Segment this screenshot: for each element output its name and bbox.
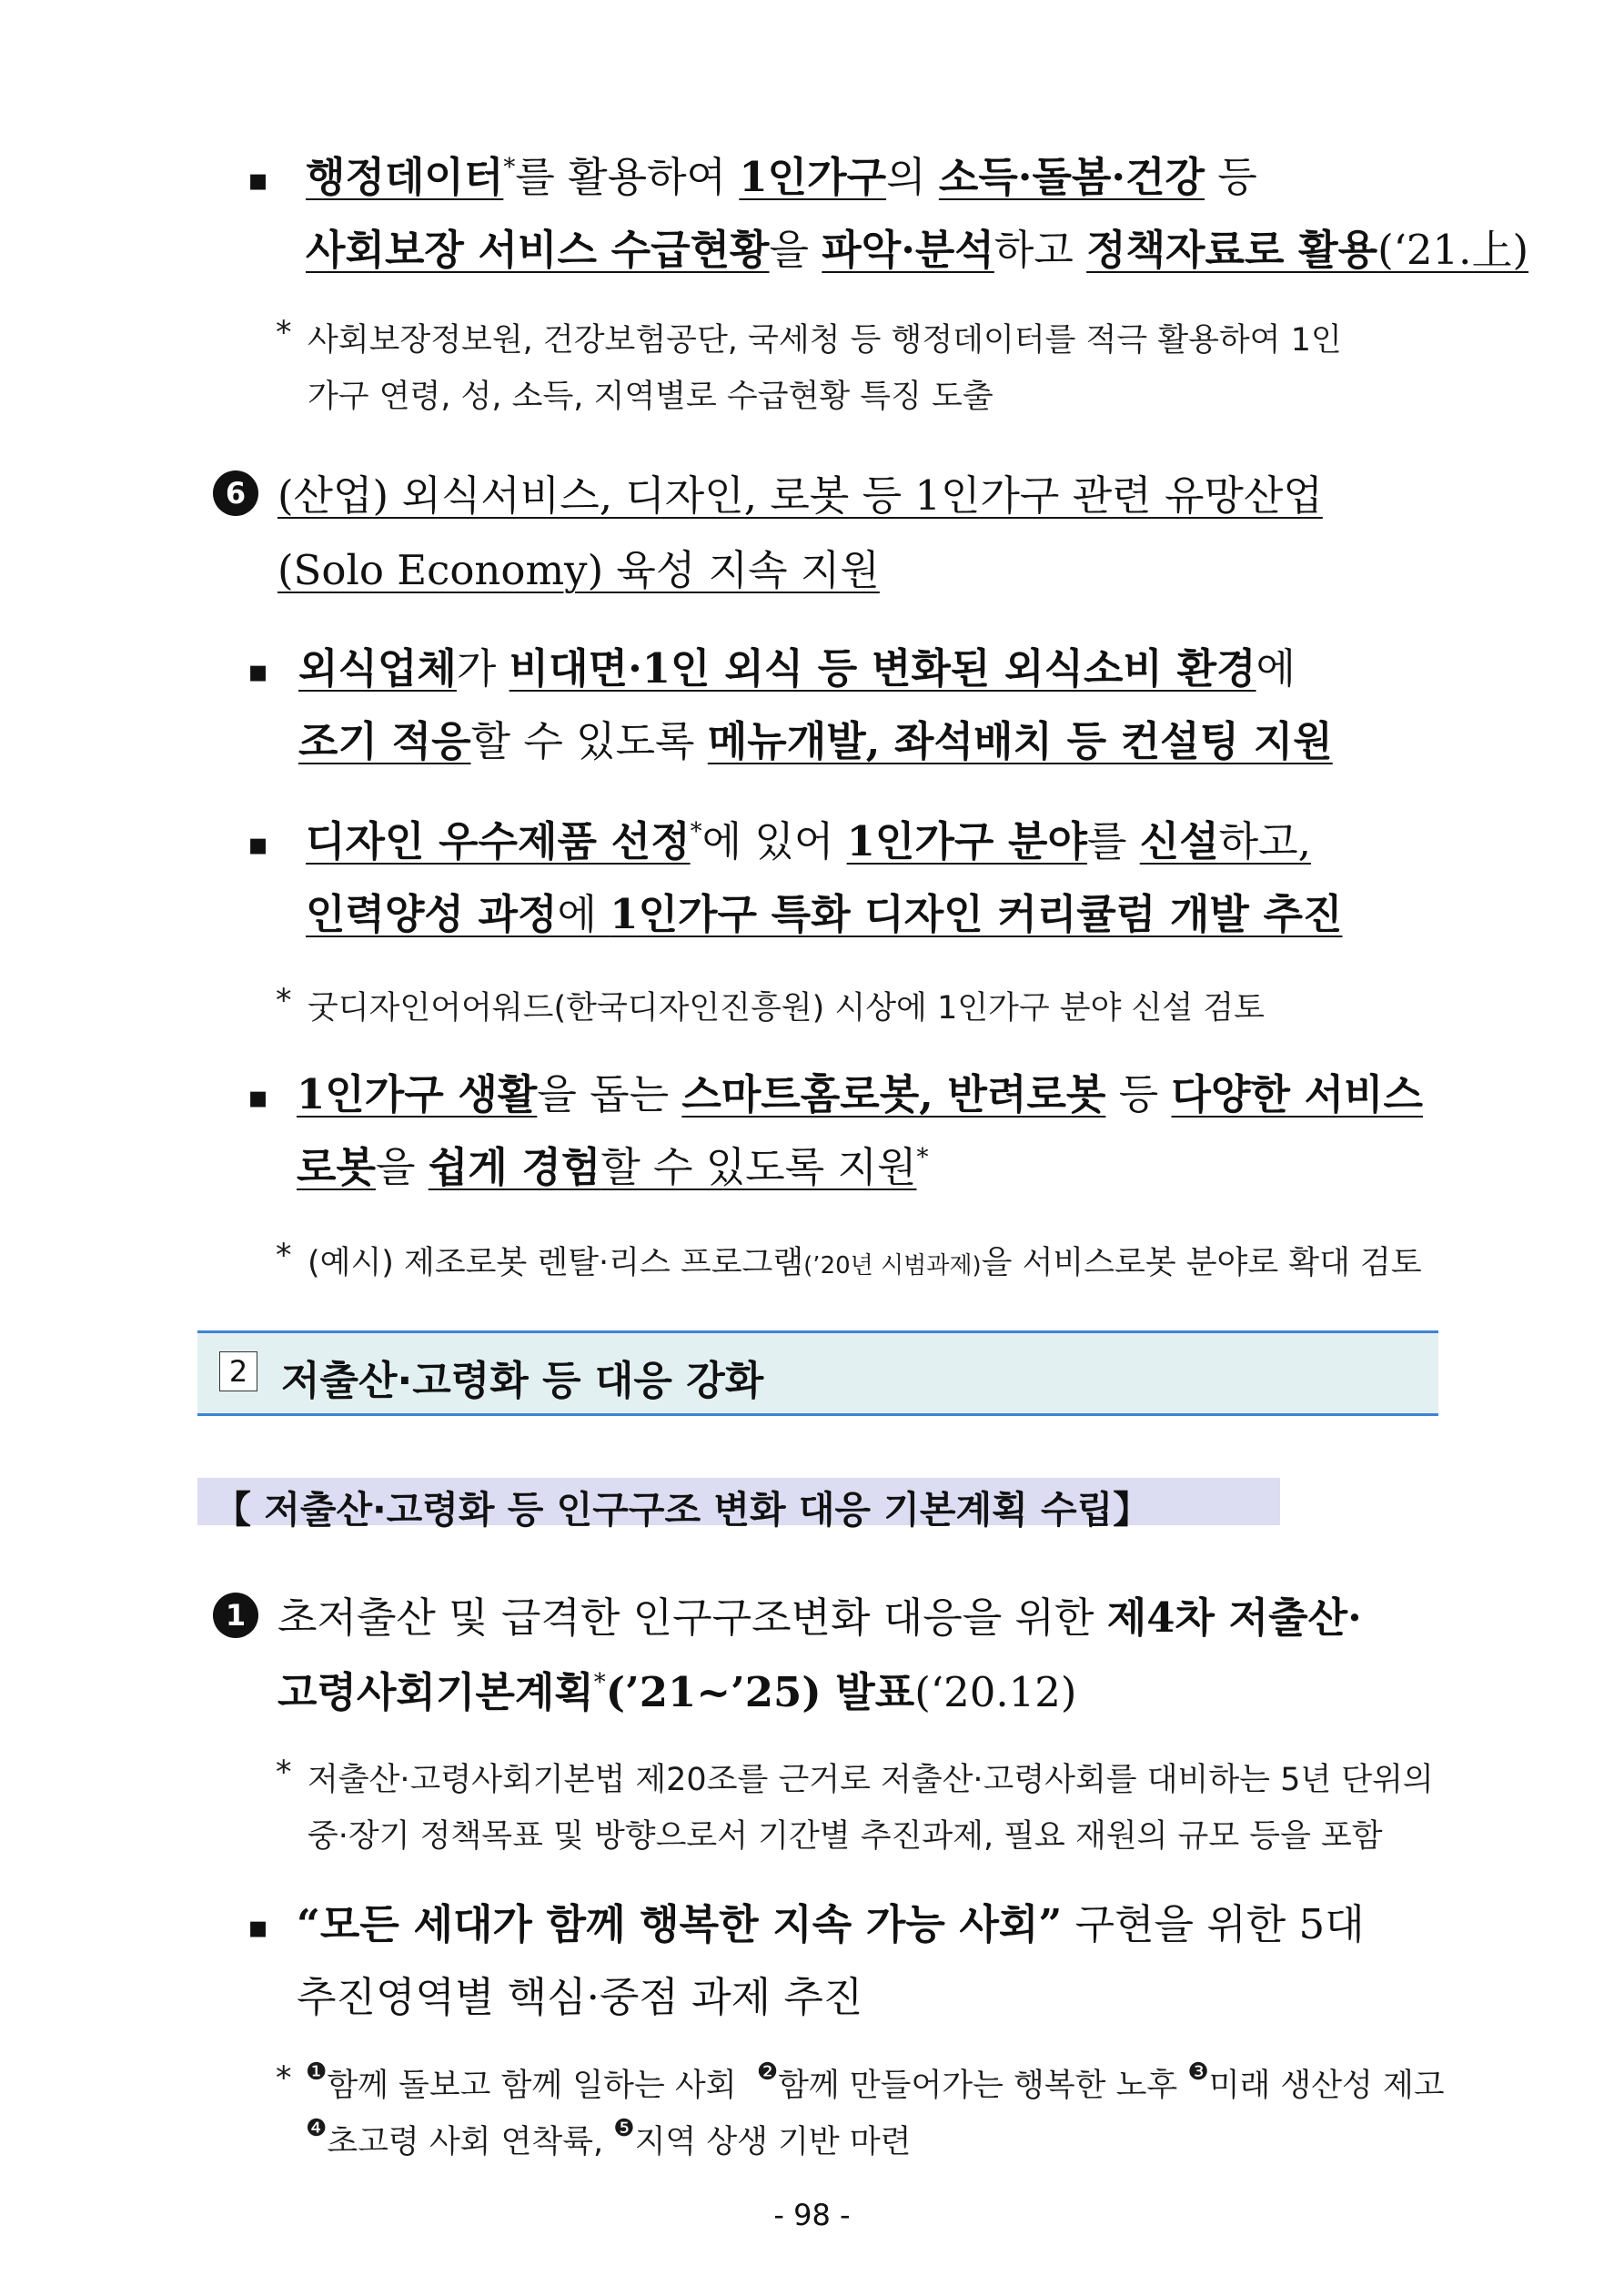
bullet-marker: ▪ (247, 162, 269, 198)
subheading-bar (197, 1478, 1280, 1532)
section-1-line-2: 고령사회기본계획*(’21~’25) 발표(‘20.12) (277, 1668, 1077, 1716)
section-6-title-line-1: (산업) 외식서비스, 디자인, 로봇 등 1인가구 관련 유망산업 (277, 471, 1323, 520)
paragraph-3-line-2: 인력양성 과정에 1인가구 특화 디자인 커리큘럼 개발 추진 (306, 890, 1343, 938)
section-1-note-line-1: 저출산·고령사회기본법 제20조를 근거로 저출산·고령사회를 대비하는 5년 단위의 (308, 1762, 1434, 1798)
section-2-header (197, 1330, 1438, 1416)
paragraph-4-note: (예시) 제조로봇 렌탈·리스 프로그램(’20년 시범과제)을 서비스로봇 분야로 확대 검토 (308, 1245, 1422, 1281)
paragraph-2-line-1: 외식업체가 비대면·1인 외식 등 변화된 외식소비 환경에 (298, 644, 1296, 693)
paragraph-1-line-2: 사회보장 서비스 수급현황을 파악·분석하고 정책자료로 활용(‘21.上) (306, 226, 1529, 274)
note-marker: * (276, 983, 292, 1019)
paragraph-2-line-2: 조기 적응할 수 있도록 메뉴개발, 좌석배치 등 컨설팅 지원 (298, 717, 1333, 765)
paragraph-5-line-2: 추진영역별 핵심·중점 과제 추진 (297, 1973, 863, 2021)
paragraph-1-note-line-2: 가구 연령, 성, 소득, 지역별로 수급현황 특징 도출 (308, 379, 994, 415)
note-marker: * (276, 1755, 292, 1791)
subheading-text: 【 저출산·고령화 등 인구구조 변화 대응 기본계획 수립】 (214, 1488, 1151, 1532)
section-1-number-icon: 1 (213, 1593, 258, 1638)
paragraph-3-line-1: 디자인 우수제품 선정*에 있어 1인가구 분야를 신설하고, (306, 817, 1311, 865)
note-marker: * (276, 2060, 292, 2097)
paragraph-3-note: 굿디자인어어워드(한국디자인진흥원) 시상에 1인가구 분야 신설 검토 (308, 990, 1265, 1027)
section-2-number: 2 (219, 1351, 257, 1391)
section-6-title-line-2: (Solo Economy) 육성 지속 지원 (277, 546, 880, 594)
section-1-line-1: 초저출산 및 급격한 인구구조변화 대응을 위한 제4차 저출산· (277, 1593, 1362, 1642)
paragraph-4-line-2: 로봇을 쉽게 경험할 수 있도록 지원* (297, 1143, 929, 1191)
paragraph-1-note-line-1: 사회보장정보원, 건강보험공단, 국세청 등 행정데이터를 적극 활용하여 1인 (308, 322, 1342, 359)
section-1-note-line-2: 중·장기 정책목표 및 방향으로서 기간별 추진과제, 필요 재원의 규모 등을 포함 (308, 1818, 1383, 1855)
paragraph-5-line-1: “모든 세대가 함께 행복한 지속 가능 사회” 구현을 위한 5대 (297, 1900, 1365, 1948)
bullet-marker: ▪ (247, 1909, 269, 1946)
note-marker: * (276, 1238, 292, 1274)
paragraph-4-line-1: 1인가구 생활을 돕는 스마트홈로봇, 반려로봇 등 다양한 서비스 (297, 1070, 1423, 1118)
paragraph-5-note-line-1: $^❶$함께 돌보고 함께 일하는 사회 $^❷$함께 만들어가는 행복한 노후 $^❸$미래 생산성 제고 (306, 2058, 1445, 2104)
note-marker: * (276, 315, 292, 351)
bullet-marker: ▪ (247, 1079, 269, 1116)
bullet-marker: ▪ (247, 653, 269, 690)
paragraph-1-line-1: 행정데이터*를 활용하여 1인가구의 소득·돌봄·건강 등 (306, 153, 1257, 201)
section-6-number-icon: 6 (213, 470, 258, 516)
paragraph-5-note-line-2: $^❹$초고령 사회 연착륙, $^❺$지역 상생 기반 마련 (306, 2115, 912, 2160)
bullet-marker: ▪ (247, 826, 269, 863)
page-number: - 98 - (773, 2198, 851, 2232)
section-2-title: 저출산·고령화 등 대응 강화 (281, 1358, 764, 1404)
